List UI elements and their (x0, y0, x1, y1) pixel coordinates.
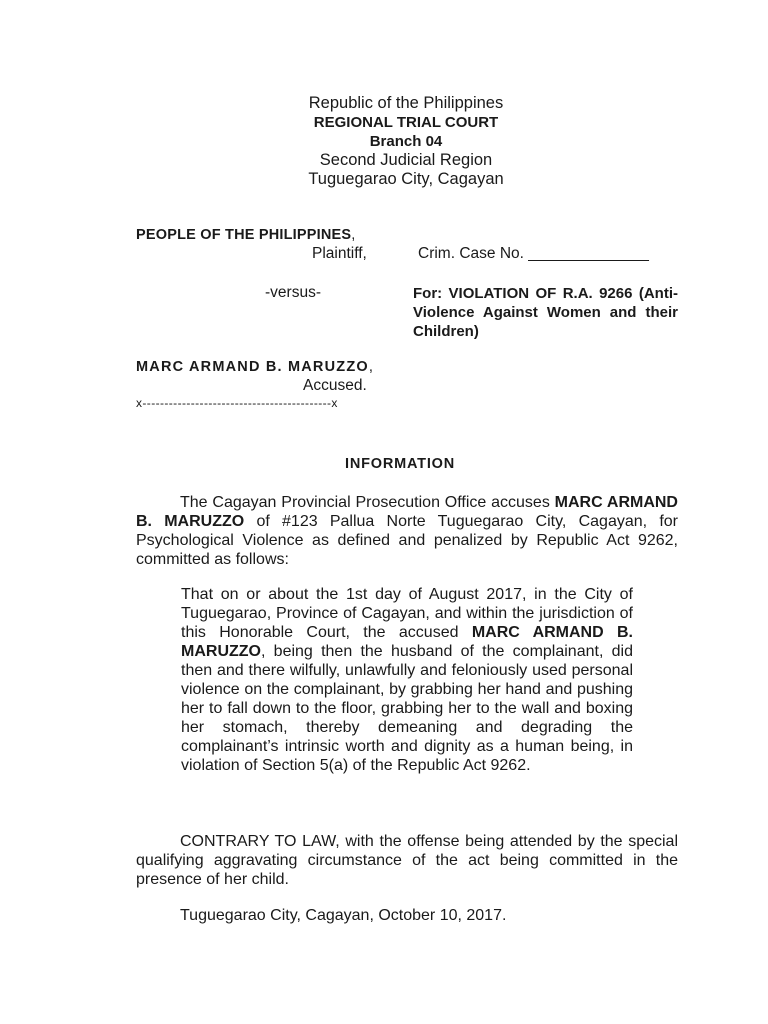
header-branch: Branch 04 (369, 133, 443, 150)
plaintiff-label: Plaintiff, (312, 245, 367, 262)
allegation-paragraph: That on or about the 1st day of August 2017, in the City of Tuguegarao, Province of Cagayan, and within the jurisdiction of this Honorable Court, the accused MARC ARMAND B. MARUZZO, being then the husband of the complainant, did then and there wilfully, unlawfully and feloniously used personal violence on the complainant, by grabbing her hand and pushing her to fall down to the floor, grabbing her to the wall and boxing her stomach, thereby demeaning and degrading the complainant’s intrinsic worth and dignity as a human being, in violation of Section 5(a) of the Republic Act 9262. (181, 586, 634, 774)
caption-separator: x-------------------------------------------x (136, 396, 338, 410)
header-republic: Republic of the Philippines (308, 94, 504, 112)
accused-name: MARC ARMAND B. MARUZZO, (136, 359, 375, 375)
court-header (0, 94, 768, 189)
offense-description: For: VIOLATION OF R.A. 9266 (Anti- Violence Against Women and their Children) (413, 285, 678, 340)
accused-label: Accused. (303, 377, 367, 394)
document-title: INFORMATION (344, 456, 456, 472)
information-paragraph: The Cagayan Provincial Prosecution Office accuses MARC ARMAND B. MARUZZO of #123 Pallua Norte Tuguegarao City, Cagayan, for Psychological Violence as defined and penalized by Republic Act 9262, committed as follows: (136, 494, 678, 568)
header-city: Tuguegarao City, Cagayan (308, 170, 504, 188)
contrary-to-law-paragraph: CONTRARY TO LAW, with the offense being attended by the special qualifying aggravating circumstance of the act being committed in the presence of her child. (136, 833, 678, 888)
crim-case-number: Crim. Case No. ______________ (418, 245, 649, 262)
versus-label: -versus- (265, 284, 321, 301)
header-court-name: REGIONAL TRIAL COURT (313, 114, 499, 131)
plaintiff-name: PEOPLE OF THE PHILIPPINES, (136, 227, 356, 243)
header-region: Second Judicial Region (319, 151, 493, 169)
place-and-date: Tuguegarao City, Cagayan, October 10, 2017. (180, 907, 507, 924)
